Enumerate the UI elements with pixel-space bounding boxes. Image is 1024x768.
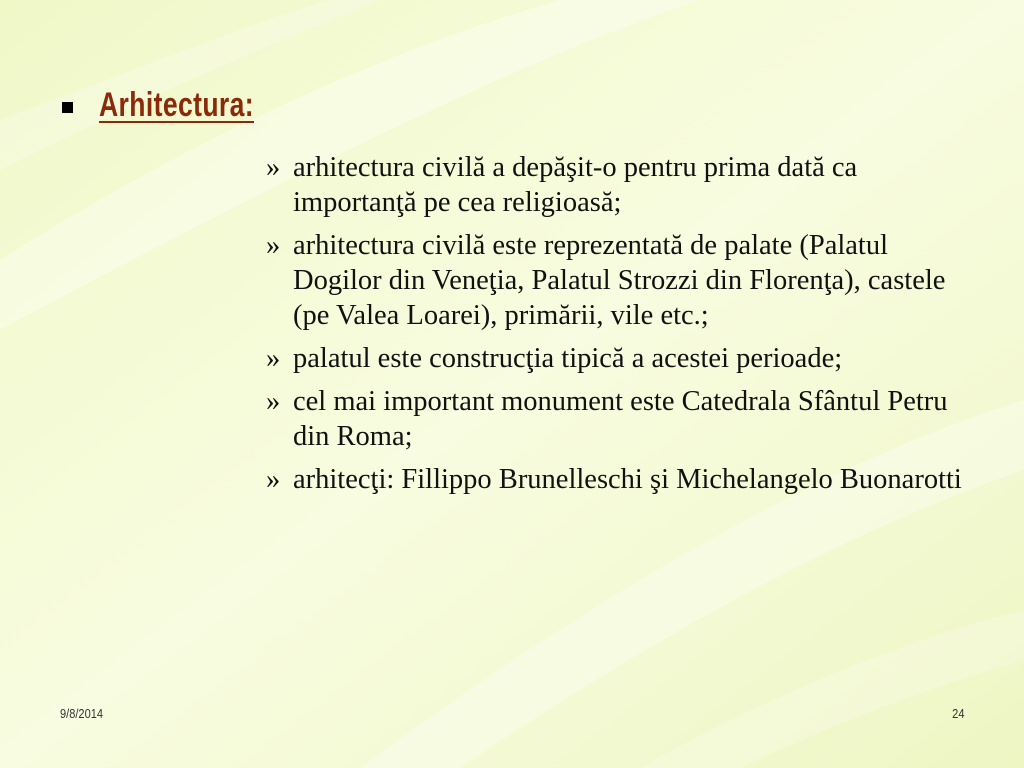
list-item-text: cel mai important monument este Catedrala Sfântul Petru din Roma; — [293, 386, 948, 452]
list-marker: » — [266, 464, 281, 495]
list-item-text: arhitectura civilă este reprezentată de palate (Palatul Dogilor din Veneţia, Palatul Strozzi din Florenţa), castele (pe Valea Loarei), primării, vile etc.; — [293, 230, 946, 331]
list-marker: » — [266, 230, 281, 261]
heading-title: Arhitectura: — [99, 86, 254, 124]
list-item-text: arhitectura civilă a depăşit-o pentru prima dată ca importanţă pe cea religioasă; — [293, 152, 858, 218]
list-item — [266, 341, 966, 376]
list-item — [266, 384, 966, 454]
list-marker: » — [266, 152, 281, 183]
footer-page-number: 24 — [951, 706, 964, 721]
slide-heading — [62, 86, 298, 125]
list-item — [266, 462, 966, 497]
list-item — [266, 150, 966, 220]
bullet-icon — [62, 102, 73, 113]
list-marker: » — [266, 343, 281, 374]
footer-date: 9/8/2014 — [60, 706, 104, 721]
list-item — [266, 228, 966, 333]
list-item-text: arhitecţi: Fillippo Brunelleschi şi Michelangelo Buonarotti — [293, 464, 962, 495]
content-list — [266, 150, 966, 505]
list-marker: » — [266, 386, 281, 417]
list-item-text: palatul este construcţia tipică a acestei perioade; — [293, 343, 843, 374]
